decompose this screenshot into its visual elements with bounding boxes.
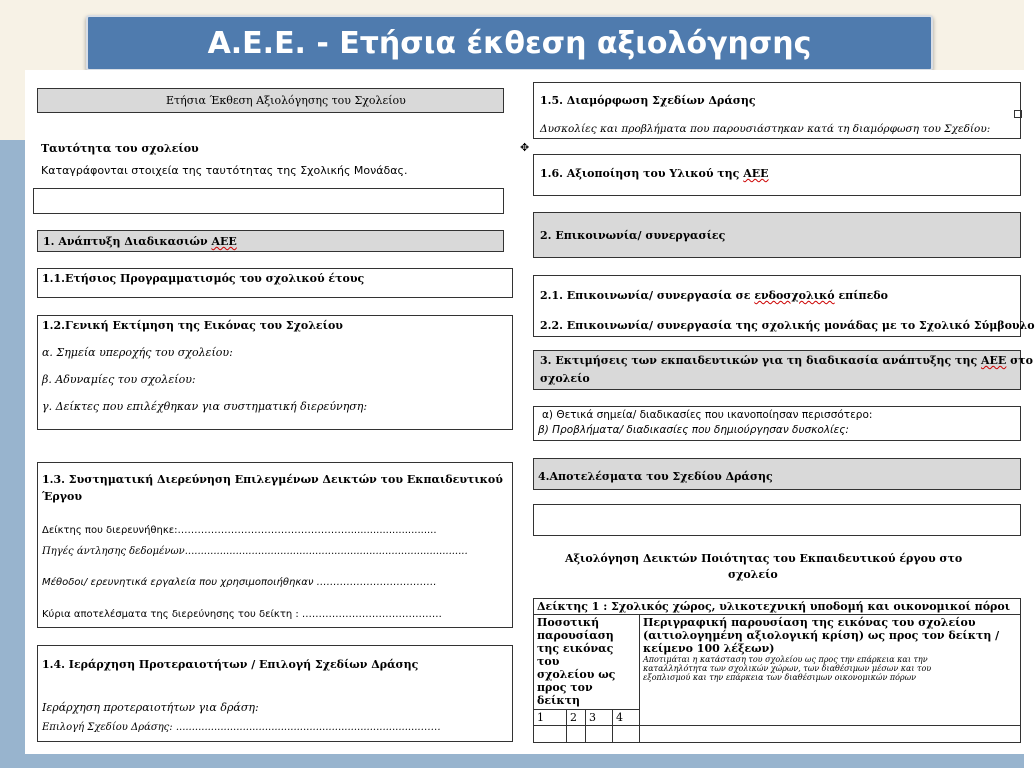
- quantitative-line: δείκτη: [537, 694, 580, 707]
- section-1-4-title: 1.4. Ιεράρχηση Προτεραιοτήτων / Επιλογή Σχεδίων Δράσης: [42, 658, 419, 671]
- section-1-2-a: α. Σημεία υπεροχής του σχολείου:: [42, 346, 233, 359]
- score-cell-1[interactable]: 1: [534, 710, 567, 726]
- section-3-b: β) Προβλήματα/ διαδικασίες που δημιούργησαν δυσκολίες:: [538, 424, 849, 436]
- descriptive-text-line: καταλληλότητα των σχολικών χώρων, των διαθέσιμων μέσων και του: [643, 664, 932, 673]
- section3-box: [533, 350, 1034, 390]
- descriptive-text-line: Αποτιμάται η κατάσταση του σχολείου ως προς την επάρκεια και την: [643, 655, 928, 664]
- section-1-3-sources: Πηγές άντλησης δεδομένων.........................................................................................: [42, 546, 468, 557]
- section-1-5-text: Δυσκολίες και προβλήματα που παρουσιάστηκαν κατά τη διαμόρφωση του Σχεδίου:: [540, 123, 991, 135]
- section-1-2-c: γ. Δείκτες που επιλέχθηκαν για συστηματική διερεύνηση:: [42, 400, 368, 413]
- descriptive-title-line: κείμενο 100 λέξεων): [643, 642, 775, 655]
- identity-text: Καταγράφονται στοιχεία της ταυτότητας της Σχολικής Μονάδας.: [41, 164, 408, 177]
- score-empty-cell[interactable]: [534, 726, 567, 743]
- section-1-5-box: [533, 82, 1021, 139]
- evaluation-title-line2: σχολείο: [728, 568, 778, 581]
- section-1-3-title-line1: 1.3. Συστηματική Διερεύνηση Επιλεγμένων Δεικτών του Εκπαιδευτικού: [42, 473, 503, 486]
- section-1-2-b: β. Αδυναμίες του σχολείου:: [42, 373, 196, 386]
- move-handle-icon[interactable]: ✥: [520, 141, 530, 154]
- slide-title: Α.Ε.Ε. - Ετήσια έκθεση αξιολόγησης: [207, 25, 812, 61]
- score-cell-3[interactable]: 3: [586, 710, 613, 726]
- report-header-box: [37, 88, 504, 113]
- score-empty-cell[interactable]: [586, 726, 613, 743]
- report-header: Ετήσια Έκθεση Αξιολόγησης του Σχολείου: [166, 94, 406, 107]
- section-3-a: α) Θετικά σημεία/ διαδικασίες που ικανοποίησαν περισσότερο:: [542, 409, 873, 421]
- descriptive-title-line: (αιτιολογημένη αξιολογική κρίση) ως προς τον δείκτη /: [643, 629, 1000, 642]
- evaluation-title-line1: Αξιολόγηση Δεικτών Ποιότητας του Εκπαιδευτικού έργου στο: [565, 552, 963, 565]
- slide-background-bottom: [0, 752, 1024, 768]
- section4-input-box[interactable]: [533, 504, 1021, 536]
- score-empty-cell[interactable]: [613, 726, 640, 743]
- section-1-2-box: [37, 315, 513, 430]
- section-1-3-title-line2: Έργου: [42, 490, 82, 503]
- section-1-6-title: 1.6. Αξιοποίηση του Υλικού της ΑΕΕ: [540, 167, 769, 180]
- score-cell-4[interactable]: 4: [613, 710, 640, 726]
- descriptive-title-line: Περιγραφική παρουσίαση της εικόνας του σχολείου: [643, 616, 976, 629]
- section-1-3-box: [37, 462, 513, 628]
- indicator-table: [533, 598, 1021, 743]
- score-empty-cell[interactable]: [567, 726, 586, 743]
- section-3-subs-box: [533, 406, 1021, 441]
- identity-input-box[interactable]: [33, 188, 504, 214]
- quantitative-line: της εικόνας του: [537, 642, 614, 668]
- quantitative-line: σχολείου ως: [537, 668, 616, 681]
- document-page: [25, 70, 1035, 754]
- section-1-6-box: [533, 154, 1021, 196]
- section-1-3-methods: Μέθοδοι/ ερευνητικά εργαλεία που χρησιμοποιήθηκαν ………………………………: [42, 577, 437, 588]
- quantitative-cell: [534, 615, 640, 710]
- slide-background-left: [0, 140, 28, 768]
- section-2-subs-box: [533, 275, 1035, 337]
- score-cell-2[interactable]: 2: [567, 710, 586, 726]
- section1-box: [37, 230, 504, 252]
- section-1-1-title: 1.1.Ετήσιος Προγραμματισμός του σχολικού έτους: [42, 272, 365, 285]
- section-1-3-results: Κύρια αποτελέσματα της διερεύνησης του δείκτη : ……………………………………: [42, 609, 442, 620]
- descriptive-text-line: εξοπλισμού και την επάρκεια των διαθέσιμων οικονομικών πόρων: [643, 673, 917, 682]
- section-2-2: 2.2. Επικοινωνία/ συνεργασία της σχολικής μονάδας με το Σχολικό Σύμβουλο: [540, 319, 1035, 332]
- quantitative-line: παρουσίαση: [537, 629, 614, 642]
- section-1-2-title: 1.2.Γενική Εκτίμηση της Εικόνας του Σχολείου: [42, 319, 343, 332]
- resize-handle-icon[interactable]: [1014, 110, 1022, 118]
- descriptive-empty-cell[interactable]: [640, 726, 1021, 743]
- section-1-4-b: Επιλογή Σχεδίου Δράσης: .............................................................................……: [42, 722, 441, 733]
- descriptive-cell: [640, 615, 1021, 726]
- section-1-5-title: 1.5. Διαμόρφωση Σχεδίων Δράσης: [540, 94, 756, 107]
- section-1-1-box: [37, 268, 513, 298]
- section1-title: 1. Ανάπτυξη Διαδικασιών ΑΕΕ: [43, 235, 237, 248]
- quantitative-line: προς τον: [537, 681, 593, 694]
- section-1-4-box: [37, 645, 513, 742]
- section2-box: [533, 212, 1021, 258]
- section3-title-line1: 3. Εκτιμήσεις των εκπαιδευτικών για τη διαδικασία ανάπτυξης της ΑΕΕ στο: [540, 354, 1034, 367]
- section3-title-line2: σχολείο: [540, 372, 590, 385]
- quantitative-line: Ποσοτική: [537, 616, 600, 629]
- section4-title: 4.Αποτελέσματα του Σχεδίου Δράσης: [538, 470, 773, 483]
- indicator-header: Δείκτης 1 : Σχολικός χώρος, υλικοτεχνική υποδομή και οικονομικοί πόροι: [534, 599, 1021, 615]
- identity-title: Ταυτότητα του σχολείου: [41, 142, 199, 155]
- section-1-3-indicator: Δείκτης που διερευνήθηκε:……………………………………………............................: [42, 525, 437, 536]
- section-1-4-a: Ιεράρχηση προτεραιοτήτων για δράση:: [42, 701, 259, 714]
- slide-title-bar: [86, 15, 933, 71]
- section2-title: 2. Επικοινωνία/ συνεργασίες: [540, 229, 726, 242]
- section4-box: [533, 458, 1021, 490]
- section-2-1: 2.1. Επικοινωνία/ συνεργασία σε ενδοσχολικό επίπεδο: [540, 289, 888, 302]
